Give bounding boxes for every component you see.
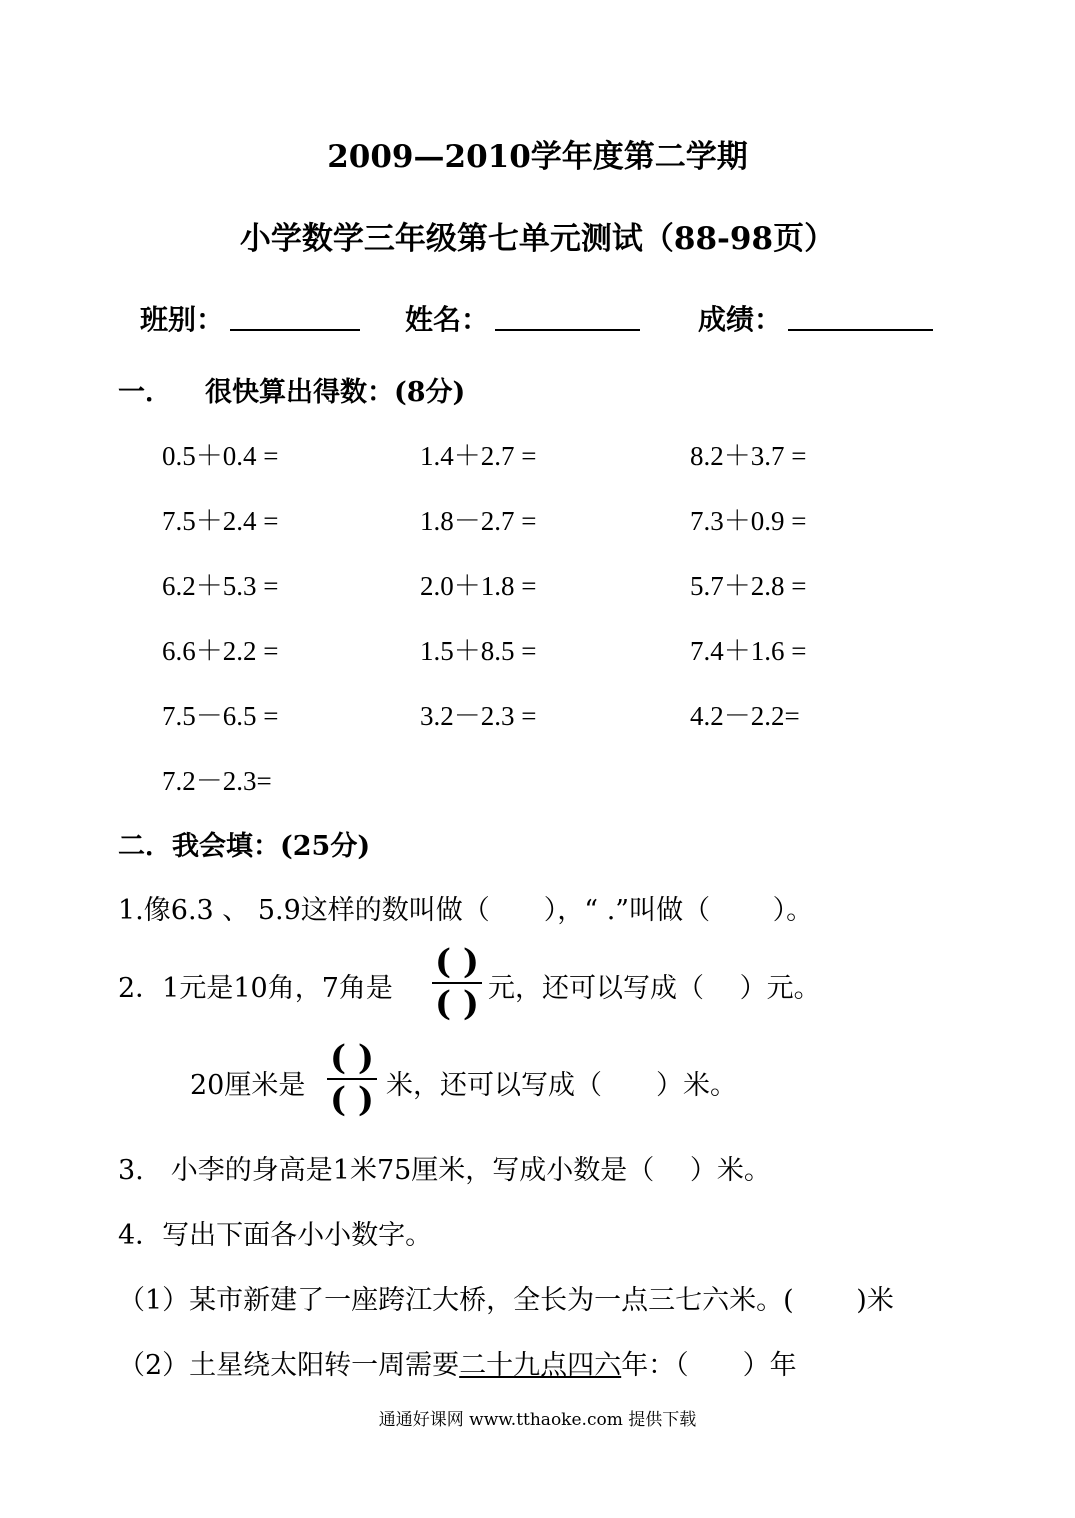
question-2-prefix: 2．1元是10角，7角是 — [118, 973, 393, 1004]
calc-item: 5.7＋2.8 = — [690, 571, 807, 601]
question-4-title: 4．写出下面各小小数字。 — [118, 1220, 433, 1251]
calc-item: 8.2＋3.7 = — [690, 441, 807, 471]
question-3: 3. 小李的身高是1米75厘米，写成小数是（ ）米。 — [118, 1155, 771, 1186]
title-line-1: 2009—2010学年度第二学期 — [327, 139, 748, 175]
calc-item: 1.5＋8.5 = — [420, 636, 537, 666]
calc-item: 7.5－6.5 = — [162, 701, 279, 731]
score-label: 成绩： — [698, 303, 783, 336]
name-blank[interactable] — [495, 329, 640, 331]
title-line-2: 小学数学三年级第七单元测试（88-98页） — [239, 221, 836, 257]
numerator-paren: ( ) — [434, 942, 479, 982]
item-2-underlined-text: 二十九点四六 — [459, 1350, 622, 1381]
denominator-paren: ( ) — [329, 1080, 374, 1120]
class-blank[interactable] — [230, 329, 360, 331]
question-1: 1.像6.3 、 5.9这样的数叫做（ ），“ .”叫做（ ）。 — [118, 895, 814, 926]
fraction-blank[interactable] — [325, 1040, 379, 1120]
calc-item: 1.4＋2.7 = — [420, 441, 537, 471]
calc-item: 7.4＋1.6 = — [690, 636, 807, 666]
question-4-item-2 — [118, 1343, 797, 1382]
calc-item: 7.3＋0.9 = — [690, 506, 807, 536]
calc-item: 0.5＋0.4 = — [162, 441, 279, 471]
calc-item: 7.2－2.3= — [162, 766, 272, 796]
calc-item: 6.2＋5.3 = — [162, 571, 279, 601]
item-2-prefix: （2）土星绕太阳转一周需要 — [118, 1350, 460, 1381]
question-2-suffix: 元，还可以写成（ ）元。 — [488, 973, 821, 1004]
question-4-item-1: （1）某市新建了一座跨江大桥，全长为一点三七六米。( )米 — [118, 1285, 894, 1316]
question-2-line2-suffix: 米，还可以写成（ ）米。 — [386, 1070, 737, 1101]
calc-item: 2.0＋1.8 = — [420, 571, 537, 601]
name-label: 姓名： — [405, 303, 490, 336]
fraction-blank[interactable] — [430, 944, 484, 1024]
score-blank[interactable] — [788, 329, 933, 331]
numerator-paren: ( ) — [329, 1038, 374, 1078]
question-2-line2-prefix: 20厘米是 — [190, 1070, 306, 1101]
section-1-number: 一． — [118, 377, 172, 408]
calc-item: 7.5＋2.4 = — [162, 506, 279, 536]
section-1-title: 很快算出得数：(8分) — [205, 377, 466, 408]
class-label: 班别： — [140, 303, 225, 336]
item-2-suffix: 年：（ ）年 — [621, 1350, 797, 1381]
footer-credit: 通通好课网 www.tthaoke.com 提供下载 — [378, 1410, 697, 1430]
calc-item: 4.2－2.2= — [690, 701, 800, 731]
calc-item: 1.8－2.7 = — [420, 506, 537, 536]
calc-item: 6.6＋2.2 = — [162, 636, 279, 666]
calc-item: 3.2－2.3 = — [420, 701, 537, 731]
denominator-paren: ( ) — [434, 984, 479, 1024]
section-2-title: 二．我会填：(25分) — [118, 831, 371, 862]
